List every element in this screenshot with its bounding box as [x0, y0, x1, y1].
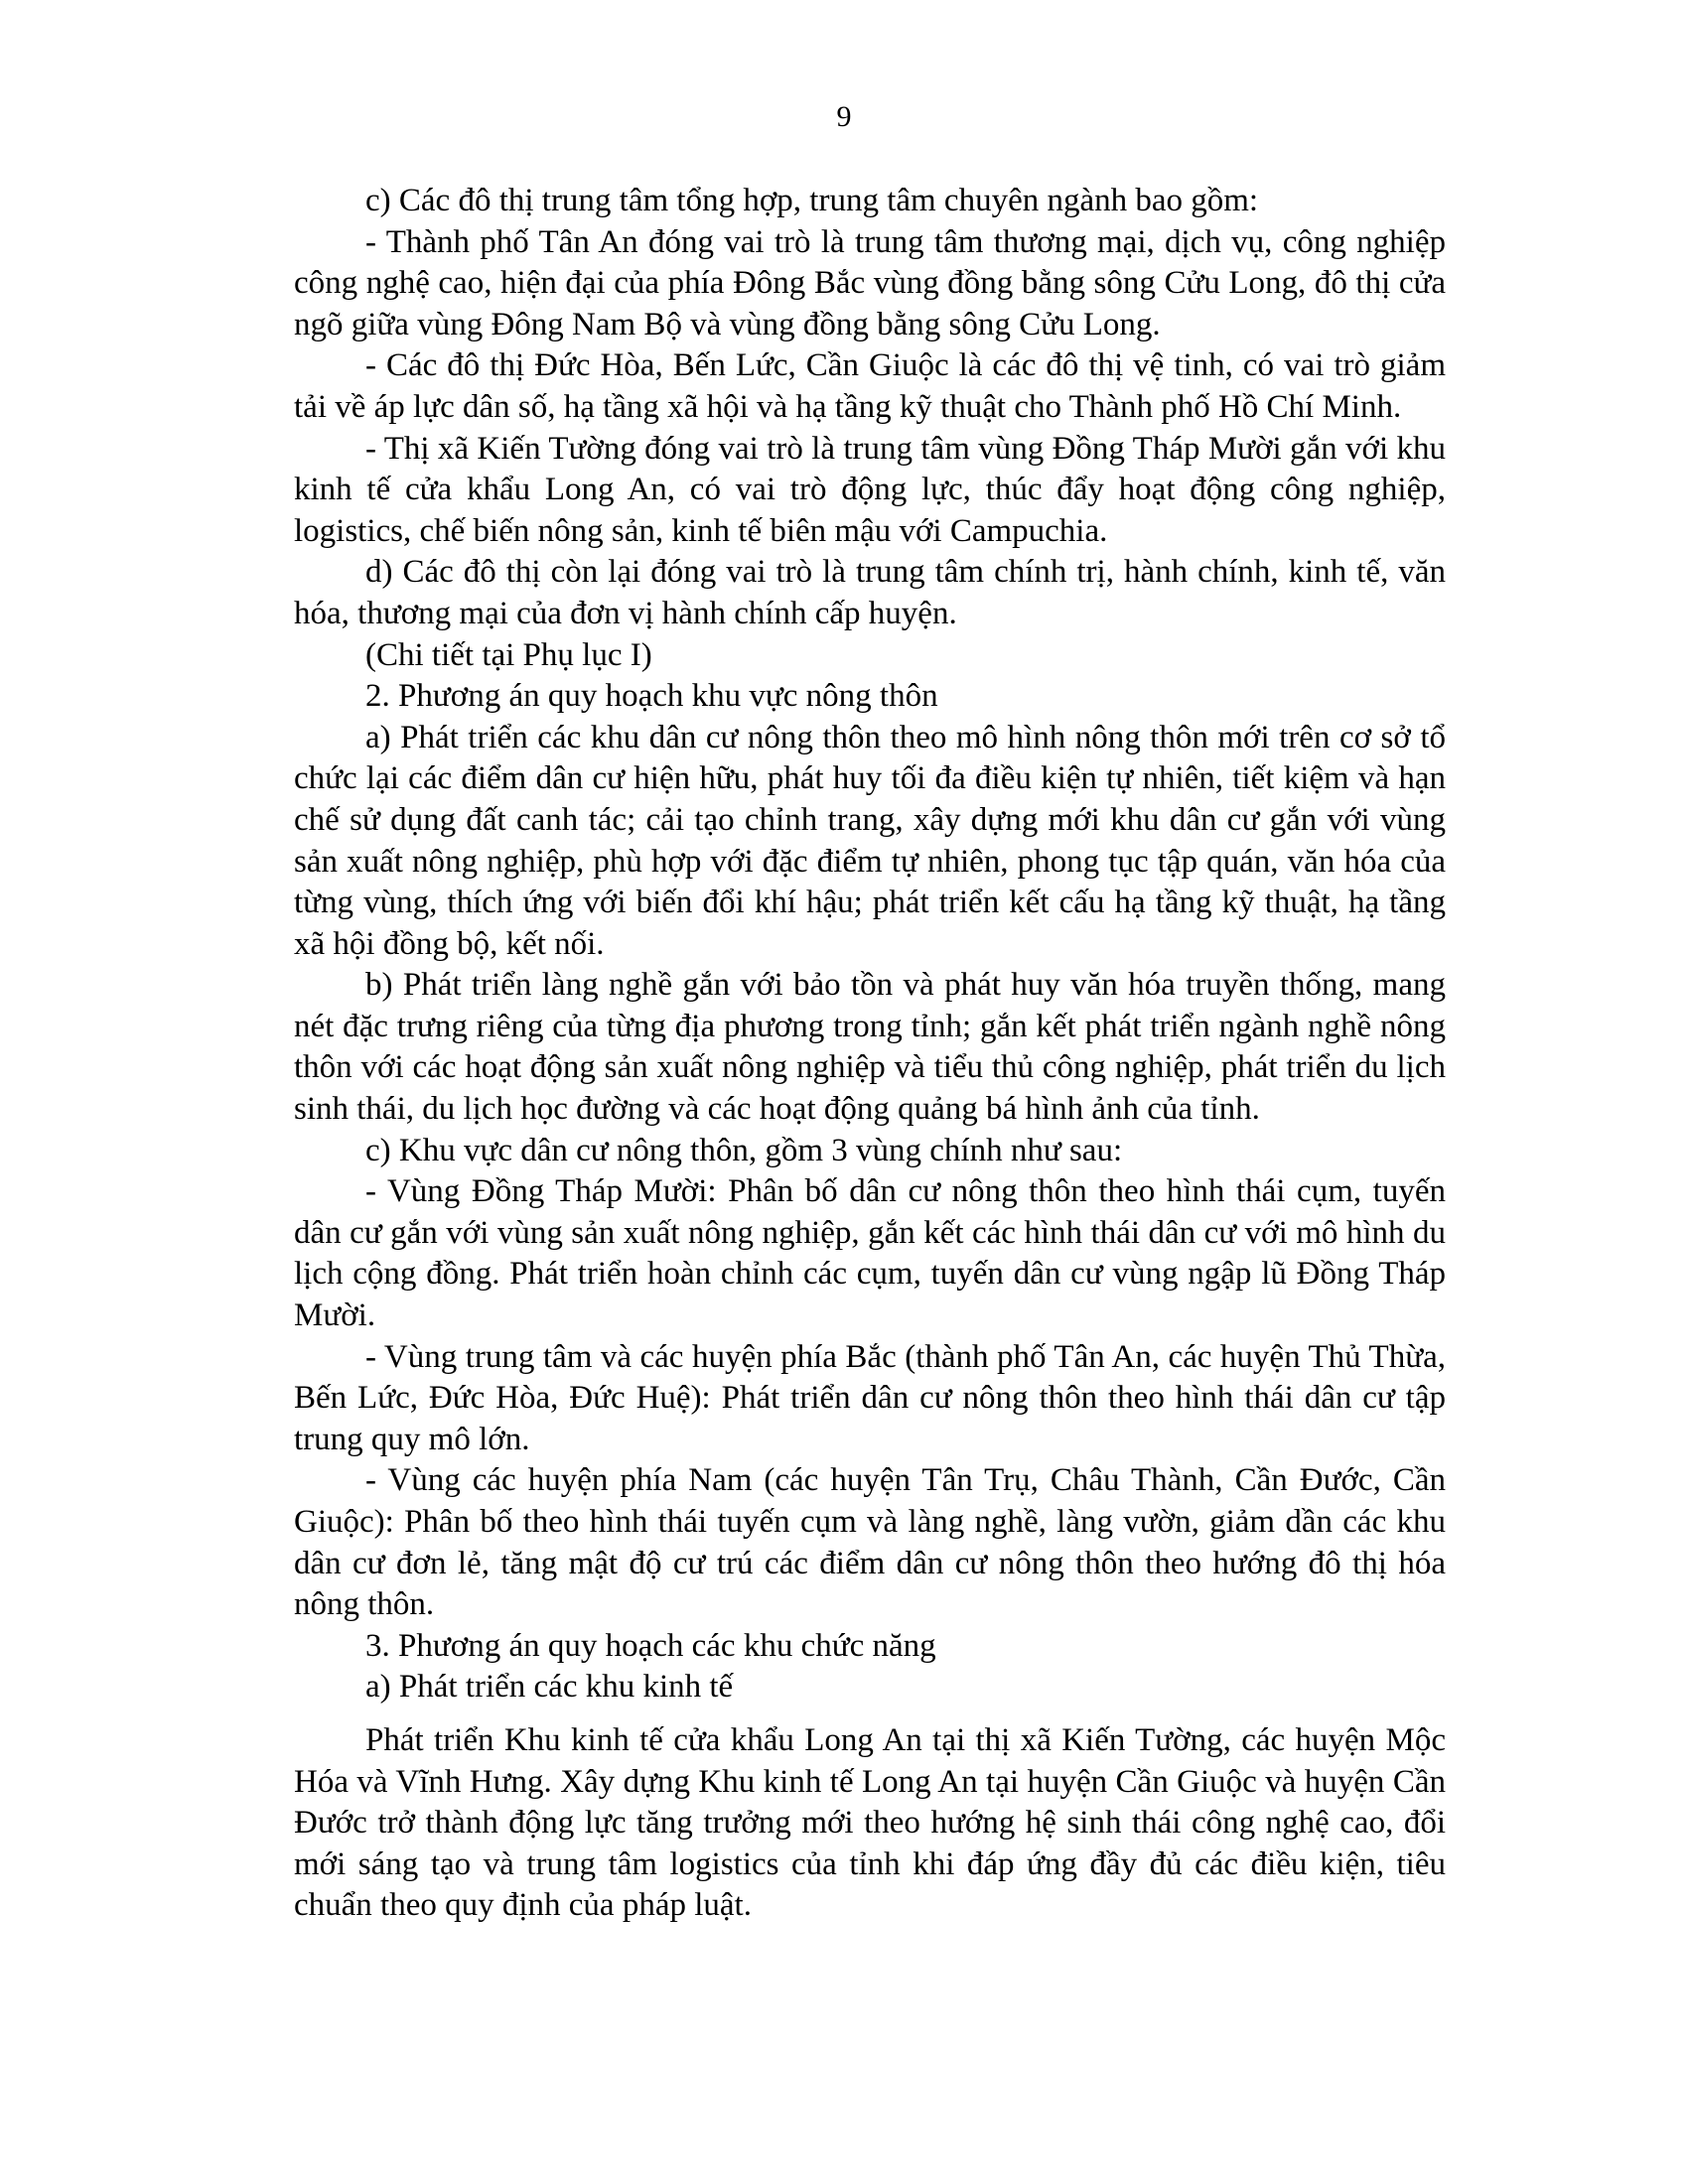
document-body	[294, 181, 1446, 1927]
paragraph: d) Các đô thị còn lại đóng vai trò là trung tâm chính trị, hành chính, kinh tế, văn hóa, thương mại của đơn vị hành chính cấp huyện.	[294, 554, 1446, 631]
paragraph: - Vùng các huyện phía Nam (các huyện Tân Trụ, Châu Thành, Cần Đước, Cần Giuộc): Phân bố theo hình thái tuyến cụm và làng nghề, làng vườn, giảm dần các khu dân cư đơn lẻ, tăng mật độ cư trú các điểm dân cư nông thôn theo hướng đô thị hóa nông thôn.	[294, 1462, 1446, 1623]
paragraph: - Thị xã Kiến Tường đóng vai trò là trung tâm vùng Đồng Tháp Mười gắn với khu kinh tế cửa khẩu Long An, có vai trò động lực, thúc đẩy hoạt động công nghiệp, logistics, chế biến nông sản, kinh tế biên mậu với Campuchia.	[294, 430, 1446, 549]
section-heading: 3. Phương án quy hoạch các khu chức năng	[365, 1627, 936, 1664]
page-number: 9	[836, 100, 852, 133]
paragraph: - Thành phố Tân An đóng vai trò là trung tâm thương mại, dịch vụ, công nghiệp công nghệ cao, hiện đại của phía Đông Bắc vùng đồng bằng sông Cửu Long, đô thị cửa ngõ giữa vùng Đông Nam Bộ và vùng đồng bằng sông Cửu Long.	[294, 223, 1446, 342]
paragraph: b) Phát triển làng nghề gắn với bảo tồn và phát huy văn hóa truyền thống, mang nét đặc trưng riêng của từng địa phương trong tỉnh; gắn kết phát triển ngành nghề nông thôn với các hoạt động sản xuất nông nghiệp và tiểu thủ công nghiệp, phát triển du lịch sinh thái, du lịch học đường và các hoạt động quảng bá hình ảnh của tỉnh.	[294, 967, 1446, 1128]
paragraph: Phát triển Khu kinh tế cửa khẩu Long An tại thị xã Kiến Tường, các huyện Mộc Hóa và Vĩnh Hưng. Xây dựng Khu kinh tế Long An tại huyện Cần Giuộc và huyện Cần Đước trở thành động lực tăng trưởng mới theo hướng hệ sinh thái công nghệ cao, đổi mới sáng tạo và trung tâm logistics của tỉnh khi đáp ứng đầy đủ các điều kiện, tiêu chuẩn theo quy định của pháp luật.	[294, 1721, 1446, 1924]
paragraph: - Các đô thị Đức Hòa, Bến Lức, Cần Giuộc là các đô thị vệ tinh, có vai trò giảm tải về áp lực dân số, hạ tầng xã hội và hạ tầng kỹ thuật cho Thành phố Hồ Chí Minh.	[294, 347, 1446, 425]
paragraph: - Vùng trung tâm và các huyện phía Bắc (thành phố Tân An, các huyện Thủ Thừa, Bến Lức, Đức Hòa, Đức Huệ): Phát triển dân cư nông thôn theo hình thái dân cư tập trung quy mô lớn.	[294, 1338, 1446, 1457]
paragraph: c) Các đô thị trung tâm tổng hợp, trung tâm chuyên ngành bao gồm:	[365, 183, 1259, 218]
paragraph: a) Phát triển các khu dân cư nông thôn theo mô hình nông thôn mới trên cơ sở tổ chức lại các điểm dân cư hiện hữu, phát huy tối đa điều kiện tự nhiên, tiết kiệm và hạn chế sử dụng đất canh tác; cải tạo chỉnh trang, xây dựng mới khu dân cư gắn với vùng sản xuất nông nghiệp, phù hợp với đặc điểm tự nhiên, phong tục tập quán, văn hóa của từng vùng, thích ứng với biến đổi khí hậu; phát triển kết cấu hạ tầng kỹ thuật, hạ tầng xã hội đồng bộ, kết nối.	[294, 719, 1446, 962]
section-heading: 2. Phương án quy hoạch khu vực nông thôn	[365, 678, 938, 715]
subsection-heading: a) Phát triển các khu kinh tế	[365, 1669, 734, 1706]
paragraph: (Chi tiết tại Phụ lục I)	[365, 636, 652, 673]
paragraph: c) Khu vực dân cư nông thôn, gồm 3 vùng chính như sau:	[365, 1132, 1123, 1168]
paragraph: - Vùng Đồng Tháp Mười: Phân bố dân cư nông thôn theo hình thái cụm, tuyến dân cư gắn với vùng sản xuất nông nghiệp, gắn kết các hình thái dân cư với mô hình du lịch cộng đồng. Phát triển hoàn chỉnh các cụm, tuyến dân cư vùng ngập lũ Đồng Tháp Mười.	[294, 1173, 1446, 1334]
